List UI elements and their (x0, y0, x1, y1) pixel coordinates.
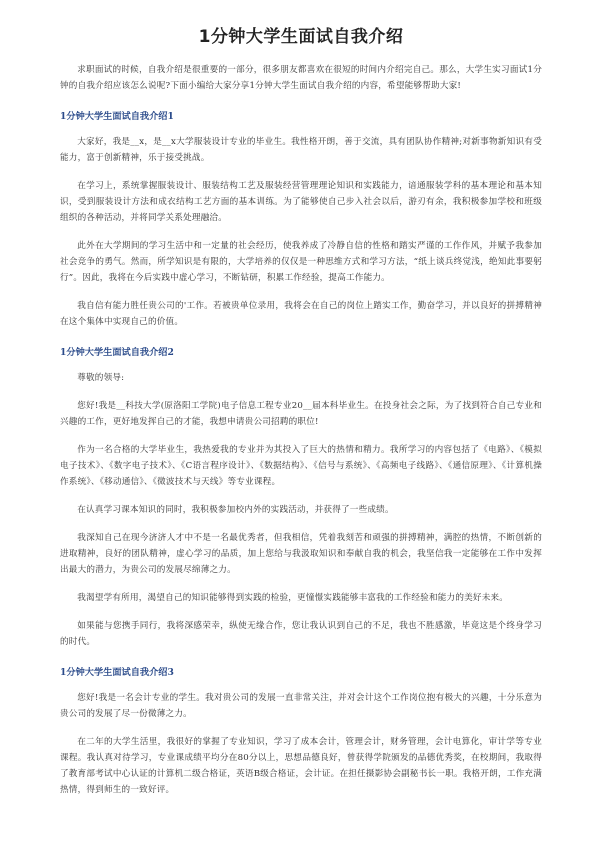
section-1-heading: 1分钟大学生面试自我介绍1 (60, 111, 174, 122)
section-2-heading: 1分钟大学生面试自我介绍2 (60, 347, 174, 358)
section-2-paragraph: 我深知自己在现今济济人才中不是一名最优秀者，但我相信，凭着我刻苦和顽强的拼搏精神，满腔的热情，不断创新的进取精神，良好的团队精神，虚心学习的品质，加上您给与我汲取知识和奉献自我的机会，我坚信我一定能够在工作中发挥出最大的潜力，为贵公司的发展尽绵薄之力。 (60, 533, 542, 575)
section-2-paragraph: 我渴望学有所用，渴望自己的知识能够得到实践的检验，更憧憬实践能够丰富我的工作经验和能力的美好未来。 (77, 593, 509, 603)
section-1-paragraph: 此外在大学期间的学习生活中和一定量的社会经历，使我养成了冷静自信的性格和踏实严谨的工作作风，并赋予我参加社会竞争的勇气。然而，所学知识是有限的，大学培养的仅仅是一种思维方式和学习方法，“纸上谈兵终觉浅，绝知此事要躬行”。因此，我将在今后实践中虚心学习，不断钻研，积累工作经验，提高工作能力。 (60, 241, 542, 283)
section-2-paragraph: 尊敬的领导: (77, 373, 125, 383)
section-3-heading: 1分钟大学生面试自我介绍3 (60, 667, 174, 678)
section-3-paragraph: 您好!我是一名会计专业的学生。我对贵公司的发展一直非常关注，并对会计这个工作岗位抱有极大的兴趣，十分乐意为贵公司的发展了尽一份微薄之力。 (60, 693, 542, 719)
section-3-paragraph: 在二年的大学生活里，我很好的掌握了专业知识，学习了成本会计，管理会计，财务管理，会计电算化，审计学等专业课程。我认真对待学习，专业课成绩平均分在80分以上，思想品德良好，曾获得学院颁发的品德优秀奖，在校期间，我取得了教育部考试中心认证的计算机二级合格证，英语B级合格证，会计证。在担任摄影协会副秘书长一职。我格开朗，工作充满热情，得到师生的一致好评。 (60, 737, 542, 795)
section-2-paragraph: 如果能与您携手同行，我将深感荣幸，纵使无缘合作，您让我认识到自己的不足，我也不胜感激，毕竟这是个终身学习的时代。 (60, 621, 542, 647)
document-title: 1分钟大学生面试自我介绍 (198, 27, 404, 47)
section-1-paragraph: 我自信有能力胜任贵公司的'工作。若被贵单位录用，我将会在自己的岗位上踏实工作，勤奋学习，并以良好的拼搏精神在这个集体中实现自己的价值。 (60, 301, 542, 327)
section-1-paragraph: 在学习上，系统掌握服装设计、服装结构工艺及服装经营管理理论知识和实践能力，谙通服装学科的基本理论和基本知识，受到服装设计方法和成衣结构工艺方面的基本训练。为了能够使自己步入社会以后，游刃有余，我积极参加学校和班级组织的各种活动，并将同学关系处理融洽。 (60, 181, 542, 223)
section-1-paragraph: 大家好，我是__x，是__x大学服装设计专业的毕业生。我性格开朗，善于交流，具有团队协作精神;对新事物新知识有受能力，富于创新精神，乐于接受挑战。 (60, 137, 542, 163)
section-2-paragraph: 在认真学习课本知识的同时，我积极参加校内外的实践活动，并获得了一些成绩。 (77, 505, 394, 515)
section-2-paragraph: 您好!我是__科技大学(原洛阳工学院)电子信息工程专业20__届本科毕业生。在投身社会之际，为了找到符合自己专业和兴趣的工作，更好地发挥自己的才能，我想申请贵公司招聘的职位! (60, 401, 542, 427)
intro-paragraph: 求职面试的时候，自我介绍是很重要的一部分，很多朋友都喜欢在很短的时间内介绍完自己。那么，大学生实习面试1分钟的自我介绍应该怎么说呢?下面小编给大家分享1分钟大学生面试自我介绍的内容，希望能够帮助大家! (60, 65, 542, 91)
section-2-paragraph: 作为一名合格的大学毕业生，我热爱我的专业并为其投入了巨大的热情和精力。我所学习的内容包括了《电路》、《模拟电子技术》、《数字电子技术》、《C语言程序设计》、《数据结构》、《信号与系统》、《高频电子线路》、《通信原理》、《计算机操作系统》、《移动通信》、《微波技术与天线》等专业课程。 (60, 445, 542, 487)
